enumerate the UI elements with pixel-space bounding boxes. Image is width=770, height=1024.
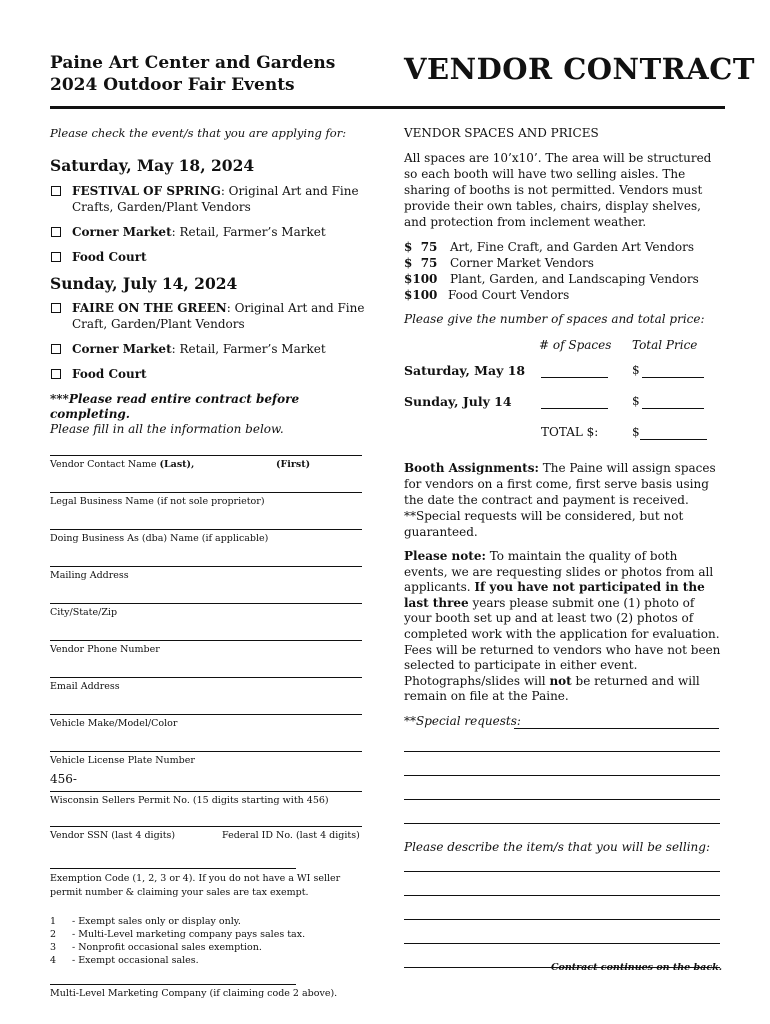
input-line[interactable] bbox=[404, 799, 720, 800]
input-line[interactable] bbox=[50, 791, 362, 792]
checkbox[interactable] bbox=[51, 252, 61, 262]
list-item: 4 - Exempt occasional sales. bbox=[50, 955, 199, 966]
checkbox[interactable] bbox=[51, 303, 61, 313]
input-line[interactable] bbox=[404, 871, 720, 872]
event-year: 2024 Outdoor Fair Events bbox=[50, 75, 295, 95]
items-description-field[interactable] bbox=[404, 840, 724, 980]
permit-label: Wisconsin Sellers Permit No. (15 digits starting with 456) bbox=[50, 795, 329, 806]
input-line[interactable] bbox=[50, 455, 362, 456]
instructions bbox=[50, 392, 365, 437]
ssn-fedid-row bbox=[50, 816, 365, 848]
checkbox[interactable] bbox=[51, 369, 61, 379]
city-state-zip-field[interactable]: City/State/Zip bbox=[50, 591, 365, 628]
exemption-code-field[interactable] bbox=[50, 848, 365, 898]
exemption-label: Exemption Code (1, 2, 3 or 4). If you do not have a WI seller permit number & claiming your sales are tax exempt. bbox=[50, 873, 341, 898]
price-row: $ 75 Art, Fine Craft, and Garden Art Vendors bbox=[404, 240, 695, 254]
event2-option-corner-market[interactable]: Corner Market: Retail, Farmer’s Market bbox=[50, 341, 365, 357]
special-requests-label: **Special requests: bbox=[404, 713, 521, 728]
row-sunday: Sunday, July 14 bbox=[404, 394, 512, 409]
list-item: 1 - Exempt sales only or display only. bbox=[50, 916, 241, 927]
col-total-header: Total Price bbox=[632, 338, 698, 352]
fill-notice: Please fill in all the information below. bbox=[50, 422, 284, 436]
saturday-spaces-input[interactable] bbox=[541, 377, 608, 378]
spaces-text: All spaces are 10’x10’. The area will be structured so each booth will have two selling aisles. The sharing of booths is not permitted. Vendors must provide their own tables, chairs, display shelves, and protection from inclement weather. bbox=[404, 151, 712, 229]
sunday-spaces-input[interactable] bbox=[541, 408, 608, 409]
header-divider bbox=[50, 106, 725, 109]
describe-items-label: Please describe the item/s that you will be selling: bbox=[404, 839, 711, 854]
fedid-label: Federal ID No. (last 4 digits) bbox=[222, 830, 360, 841]
left-column bbox=[50, 126, 365, 997]
please-note: Please note: To maintain the quality of both events, we are requesting slides or photos from all applicants. If you have not participated in the last three years please submit one (1) photo of your booth set up and at least two (2) photos of completed work with the application for evaluation. Fees will be returned to vendors who have not been selected to participate in either event. Photographs/slides will not be returned and will remain on file at the Paine. bbox=[404, 549, 721, 704]
input-line[interactable] bbox=[404, 943, 720, 944]
event2-option-food-court[interactable]: Food Court bbox=[50, 366, 365, 382]
page-title: VENDOR CONTRACT bbox=[404, 52, 755, 86]
event1-option-festival[interactable]: FESTIVAL OF SPRING: Original Art and Fine Crafts, Garden/Plant Vendors bbox=[50, 183, 365, 215]
event2-date: Sunday, July 14, 2024 bbox=[50, 274, 238, 293]
check-prompt: Please check the event/s that you are applying for: bbox=[50, 126, 347, 140]
input-line[interactable] bbox=[50, 984, 296, 985]
spaces-price-table bbox=[404, 326, 724, 456]
price-row: $100 Food Court Vendors bbox=[404, 288, 570, 302]
booth-assignments: Booth Assignments: The Paine will assign spaces for vendors on a first come, first serve basis using the date the contract and payment is received. **Special requests will be considered, but not guaranteed. bbox=[404, 461, 716, 539]
checkbox[interactable] bbox=[51, 227, 61, 237]
contact-name-field[interactable]: Vendor Contact Name (Last), (First) bbox=[50, 443, 365, 480]
checkbox[interactable] bbox=[51, 186, 61, 196]
total-label: TOTAL $: bbox=[541, 425, 599, 439]
give-number-prompt: Please give the number of spaces and total price: bbox=[404, 312, 705, 326]
sunday-price-input[interactable] bbox=[642, 408, 704, 409]
event1-option-food-court[interactable]: Food Court bbox=[50, 249, 365, 265]
ssn-label: Vendor SSN (last 4 digits) bbox=[50, 830, 176, 841]
continues-note: Contract continues on the back. bbox=[550, 962, 722, 973]
dollar-sign: $ bbox=[632, 394, 640, 408]
exemption-codes-list bbox=[50, 915, 365, 967]
input-line[interactable] bbox=[404, 823, 720, 824]
license-plate-field[interactable]: Vehicle License Plate Number bbox=[50, 739, 365, 776]
dba-name-field[interactable]: Doing Business As (dba) Name (if applicable) bbox=[50, 517, 365, 554]
vehicle-field[interactable]: Vehicle Make/Model/Color bbox=[50, 702, 365, 739]
read-notice: ***Please read entire contract before completing. bbox=[50, 392, 300, 421]
price-row: $100 Plant, Garden, and Landscaping Vendors bbox=[404, 272, 699, 286]
right-column bbox=[404, 126, 724, 980]
total-input[interactable] bbox=[640, 439, 707, 440]
org-name: Paine Art Center and Gardens bbox=[50, 53, 336, 73]
mailing-address-field[interactable]: Mailing Address bbox=[50, 554, 365, 591]
spaces-heading: VENDOR SPACES AND PRICES bbox=[404, 126, 599, 140]
input-line[interactable] bbox=[404, 919, 720, 920]
mlm-company-field[interactable] bbox=[50, 967, 365, 997]
legal-business-name-field[interactable]: Legal Business Name (if not sole proprietor) bbox=[50, 480, 365, 517]
sellers-permit-field[interactable] bbox=[50, 772, 365, 816]
price-list bbox=[404, 239, 724, 303]
price-row: $ 75 Corner Market Vendors bbox=[404, 256, 594, 270]
special-requests-field[interactable] bbox=[404, 714, 724, 834]
dollar-sign: $ bbox=[632, 425, 640, 439]
event2-option-faire[interactable]: FAIRE ON THE GREEN: Original Art and Fine Craft, Garden/Plant Vendors bbox=[50, 300, 365, 332]
permit-prefix: 456- bbox=[50, 772, 77, 786]
phone-field[interactable]: Vendor Phone Number bbox=[50, 628, 365, 665]
input-line[interactable] bbox=[404, 751, 720, 752]
checkbox[interactable] bbox=[51, 344, 61, 354]
input-line[interactable] bbox=[404, 775, 720, 776]
input-line[interactable] bbox=[404, 895, 720, 896]
organization-heading bbox=[50, 52, 335, 96]
list-item: 3 - Nonprofit occasional sales exemption. bbox=[50, 942, 262, 953]
mlm-label: Multi-Level Marketing Company (if claiming code 2 above). bbox=[50, 988, 338, 999]
dollar-sign: $ bbox=[632, 363, 640, 377]
row-saturday: Saturday, May 18 bbox=[404, 363, 526, 378]
input-line[interactable] bbox=[514, 728, 719, 729]
saturday-price-input[interactable] bbox=[642, 377, 704, 378]
event1-option-corner-market[interactable]: Corner Market: Retail, Farmer’s Market bbox=[50, 224, 365, 240]
email-field[interactable]: Email Address bbox=[50, 665, 365, 702]
input-line[interactable] bbox=[50, 826, 362, 827]
event1-date: Saturday, May 18, 2024 bbox=[50, 156, 255, 175]
input-line[interactable] bbox=[50, 868, 296, 869]
list-item: 2 - Multi-Level marketing company pays sales tax. bbox=[50, 929, 306, 940]
col-spaces-header: # of Spaces bbox=[539, 338, 612, 352]
